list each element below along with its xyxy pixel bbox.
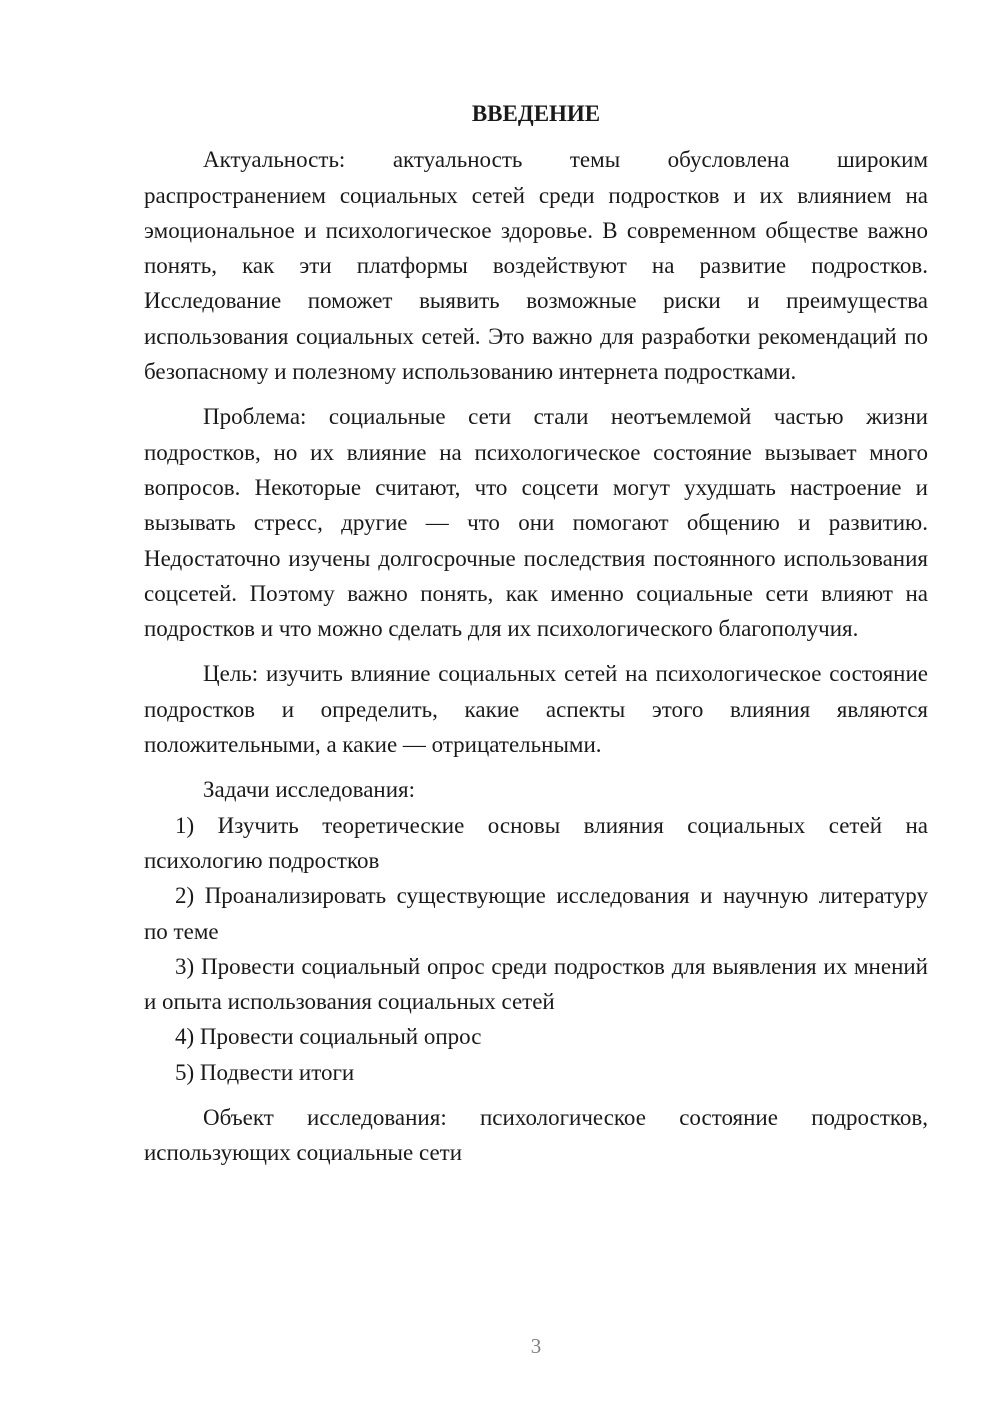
relevance-paragraph: Актуальность: актуальность темы обусловлена широким распространением социальных сетей среди подростков и их влиянием на эмоциональное и психологическое здоровье. В современном обществе важно понять, как эти платформы воздействуют на развитие подростков. Исследование поможет выявить возможные риски и преимущества использования социальных сетей. Это важно для разработки рекомендаций по безопасному и полезному использованию интернета подростками. [144, 147, 928, 385]
task-item-3: 3) Провести социальный опрос среди подростков для выявления их мнений и опыта использования социальных сетей [144, 953, 928, 1015]
problem-paragraph: Проблема: социальные сети стали неотъемлемой частью жизни подростков, но их влияние на психологическое состояние вызывает много вопросов. Некоторые считают, что соцсети могут ухудшать настроение и вызывать стресс, другие — что они помогают общению и развитию. Недостаточно изучены долгосрочные последствия постоянного использования соцсетей. Поэтому важно понять, как именно социальные сети влияют на подростков и что можно сделать для их психологического благополучия. [144, 404, 928, 642]
task-item-4: 4) Провести социальный опрос [175, 1024, 482, 1050]
task-item-2: 2) Проанализировать существующие исследования и научную литературу по теме [144, 883, 928, 944]
object-paragraph: Объект исследования: психологическое состояние подростков, использующих социальные сети [144, 1105, 928, 1166]
goal-paragraph: Цель: изучить влияние социальных сетей на психологическое состояние подростков и определить, какие аспекты этого влияния являются положительными, а какие — отрицательными. [144, 661, 928, 758]
task-item-1: 1) Изучить теоретические основы влияния социальных сетей на психологию подростков [144, 812, 928, 873]
task-item-5: 5) Подвести итоги [175, 1059, 355, 1085]
document-page [144, 96, 928, 1171]
section-heading: ВВЕДЕНИЕ [471, 101, 601, 126]
tasks-title: Задачи исследования: [203, 777, 416, 803]
page-number: 3 [530, 1334, 542, 1358]
